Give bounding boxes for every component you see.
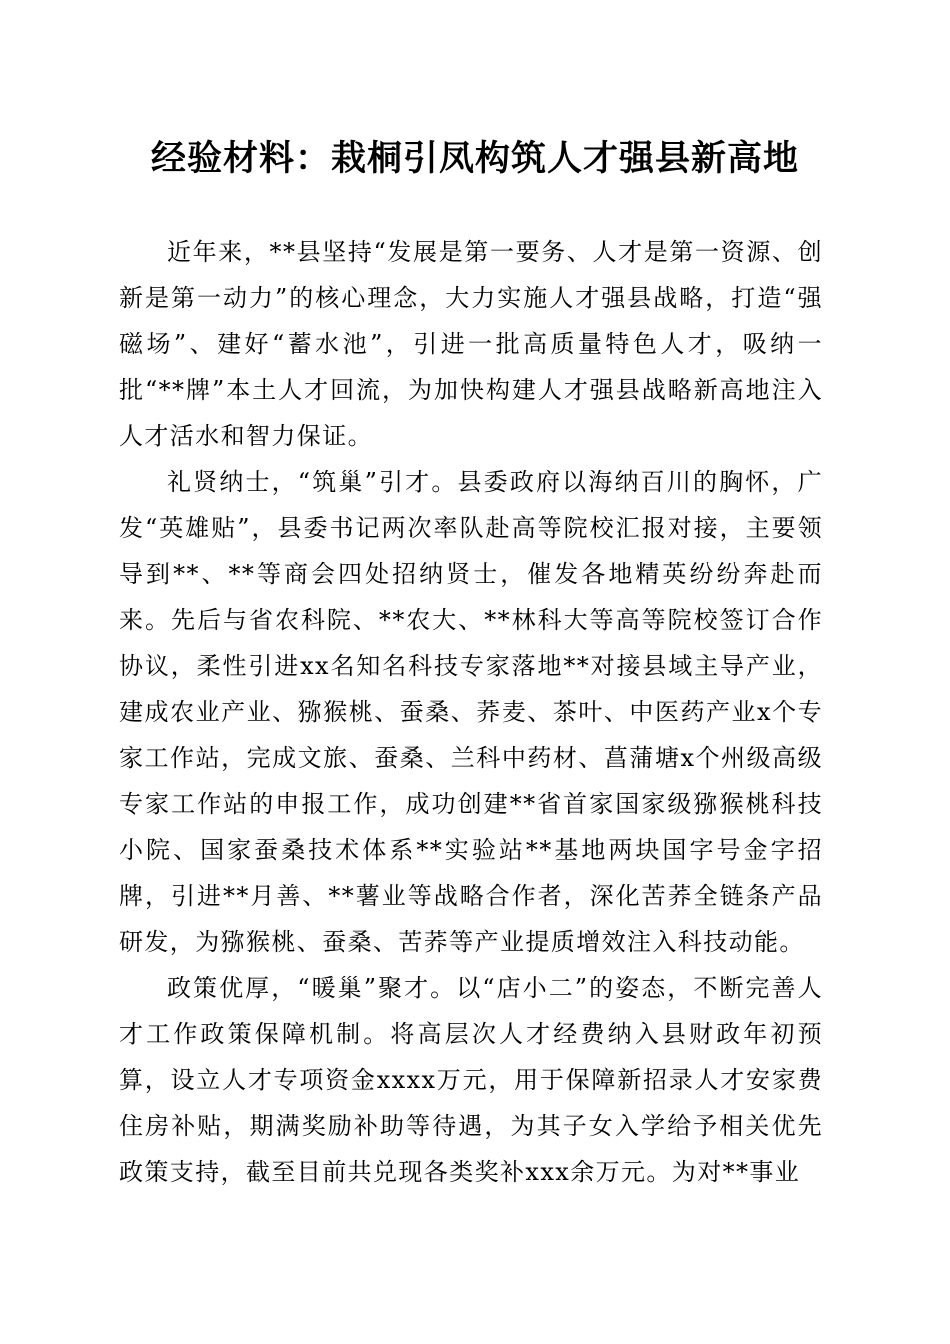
paragraph-intro: 近年来，**县坚持“发展是第一要务、人才是第一资源、创新是第一动力”的核心理念，大力实施人才强县战略，打造“强磁场”、建好“蓄水池”，引进一批高质量特色人才，吸纳一批“**牌”本土人才回流，为加快构建人才强县战略新高地注入人才活水和智力保证。 [119, 238, 823, 450]
document-title: 经验材料：栽桐引凤构筑人才强县新高地 [150, 138, 799, 179]
paragraph-policy: 政策优厚，“暖巢”聚才。以“店小二”的姿态，不断完善人才工作政策保障机制。将高层次人才经费纳入县财政年初预算，设立人才专项资金xxxx万元，用于保障新招录人才安家费住房补贴，期满奖励补助等待遇，为其子女入学给予相关优先政策支持，截至目前共兑现各类奖补xxx余万元。为对**事业 [119, 974, 823, 1186]
document-body [119, 229, 823, 1195]
paragraph-nest-attract: 礼贤纳士，“筑巢”引才。县委政府以海纳百川的胸怀，广发“英雄贴”，县委书记两次率队赴高等院校汇报对接，主要领导到**、**等商会四处招纳贤士，催发各地精英纷纷奔赴而来。先后与省农科院、**农大、**林科大等高等院校签订合作协议，柔性引进xx名知名科技专家落地**对接县域主导产业，建成农业产业、猕猴桃、蚕桑、荞麦、茶叶、中医药产业x个专家工作站，完成文旅、蚕桑、兰科中药材、菖蒲塘x个州级高级专家工作站的申报工作，成功创建**省首家国家级猕猴桃科技小院、国家蚕桑技术体系**实验站**基地两块国字号金字招牌，引进**月善、**薯业等战略合作者，深化苦荞全链条产品研发，为猕猴桃、蚕桑、苦荞等产业提质增效注入科技动能。 [119, 468, 823, 956]
